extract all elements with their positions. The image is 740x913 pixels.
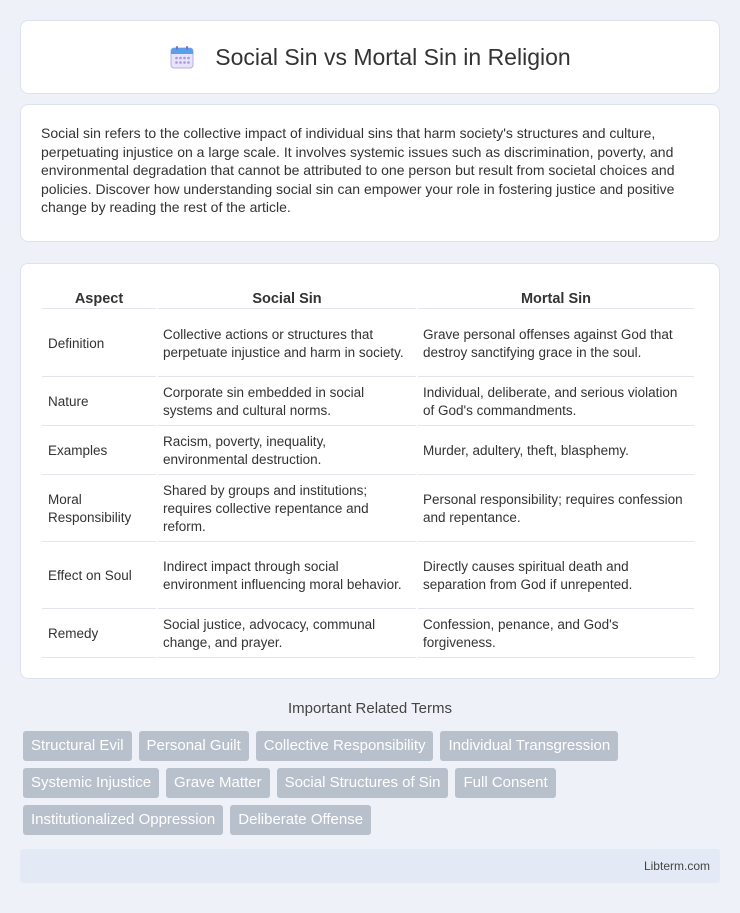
aspect-cell: Definition [42,311,156,377]
calendar-icon [169,44,195,70]
aspect-cell: Nature [42,379,156,426]
table-header-row [42,288,694,309]
table-row [42,428,694,475]
mortal-sin-cell: Grave personal offenses against God that destroy sanctifying grace in the soul. [418,311,694,377]
related-term-tag[interactable]: Collective Responsibility [256,731,434,761]
table-row [42,544,694,609]
social-sin-cell: Corporate sin embedded in social systems and cultural norms. [158,379,416,426]
column-header-aspect: Aspect [42,288,156,309]
social-sin-cell: Racism, poverty, inequality, environmental destruction. [158,428,416,475]
header-card [20,20,720,94]
aspect-cell: Examples [42,428,156,475]
footer [20,849,720,883]
table-row [42,477,694,542]
mortal-sin-cell: Personal responsibility; requires confession and repentance. [418,477,694,542]
social-sin-cell: Social justice, advocacy, communal change, and prayer. [158,611,416,658]
intro-card [20,104,720,242]
related-term-tag[interactable]: Systemic Injustice [23,768,159,798]
related-terms-list [23,731,723,842]
related-term-tag[interactable]: Personal Guilt [139,731,249,761]
related-term-tag[interactable]: Full Consent [455,768,555,798]
mortal-sin-cell: Confession, penance, and God's forgiveness. [418,611,694,658]
comparison-table [40,286,696,660]
related-term-tag[interactable]: Institutionalized Oppression [23,805,223,835]
mortal-sin-cell: Directly causes spiritual death and separation from God if unrepented. [418,544,694,609]
aspect-cell: Remedy [42,611,156,658]
aspect-cell: Effect on Soul [42,544,156,609]
aspect-cell: Moral Responsibility [42,477,156,542]
footer-site-link[interactable]: Libterm.com [643,859,710,873]
column-header-mortal-sin: Mortal Sin [418,288,694,309]
table-row [42,379,694,426]
mortal-sin-cell: Individual, deliberate, and serious violation of God's commandments. [418,379,694,426]
related-term-tag[interactable]: Social Structures of Sin [277,768,449,798]
table-row [42,311,694,377]
table-row [42,611,694,658]
related-term-tag[interactable]: Individual Transgression [440,731,618,761]
mortal-sin-cell: Murder, adultery, theft, blasphemy. [418,428,694,475]
social-sin-cell: Indirect impact through social environment influencing moral behavior. [158,544,416,609]
social-sin-cell: Collective actions or structures that perpetuate injustice and harm in society. [158,311,416,377]
related-terms-heading: Important Related Terms [288,700,452,717]
related-term-tag[interactable]: Grave Matter [166,768,270,798]
intro-text: Social sin refers to the collective impact of individual sins that harm society's structures and culture, perpetuating injustice on a large scale. It involves systemic issues such as discrimination, poverty, and environmental degradation that cannot be attributed to one person but result from societal choices and policies. Discover how understanding social sin can empower your role in fostering justice and positive change by reading the rest of the article. [41,125,675,215]
related-term-tag[interactable]: Structural Evil [23,731,132,761]
comparison-table-card [20,263,720,679]
social-sin-cell: Shared by groups and institutions; requires collective repentance and reform. [158,477,416,542]
column-header-social-sin: Social Sin [158,288,416,309]
related-term-tag[interactable]: Deliberate Offense [230,805,371,835]
page-title: Social Sin vs Mortal Sin in Religion [215,43,571,70]
